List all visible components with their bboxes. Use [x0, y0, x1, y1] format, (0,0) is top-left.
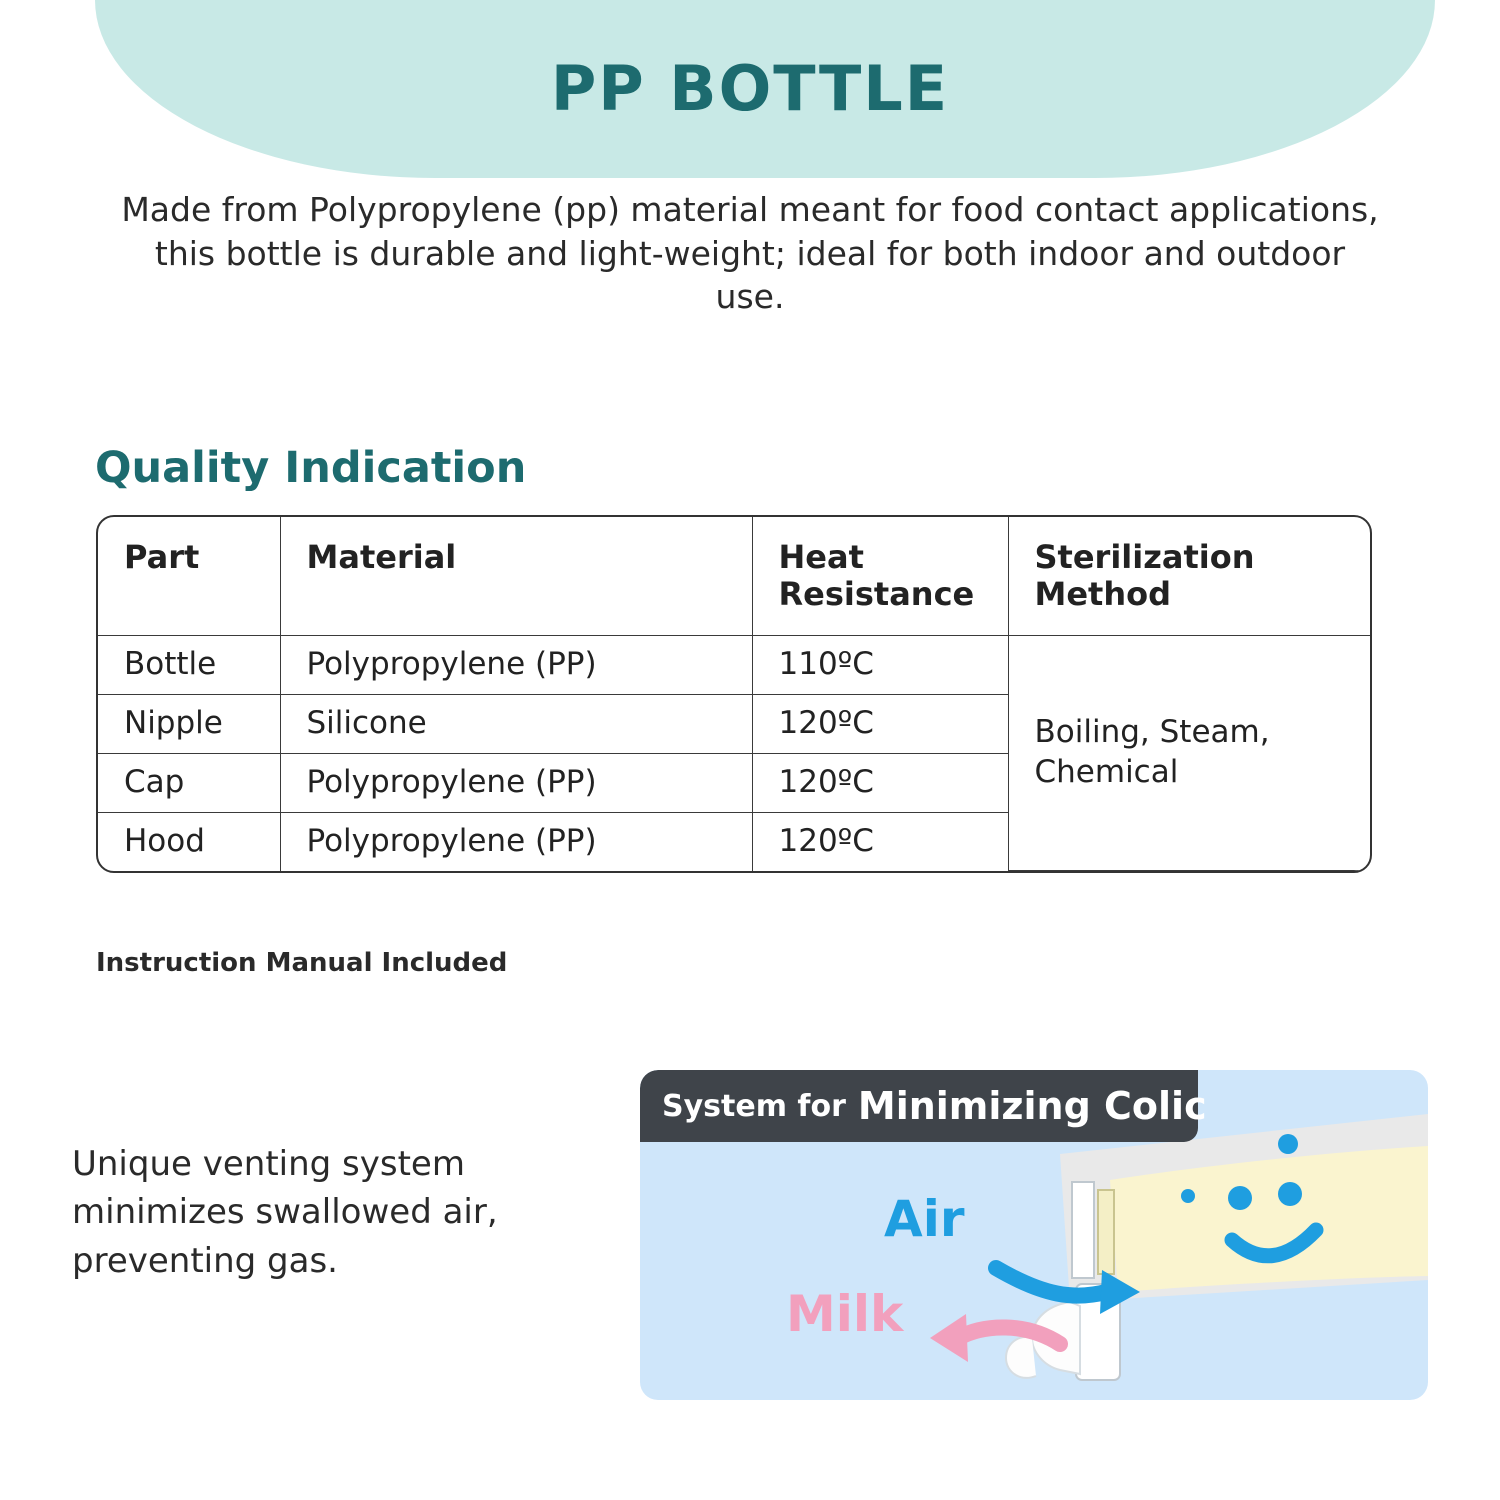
cell-material: Polypropylene (PP)	[280, 812, 752, 871]
cell-heat: 120ºC	[752, 694, 1008, 753]
colic-header-banner	[640, 1070, 1207, 1142]
table-header-row	[98, 517, 1370, 635]
cell-material: Silicone	[280, 694, 752, 753]
instruction-manual-note: Instruction Manual Included	[96, 948, 508, 978]
section-title-quality: Quality Indication	[95, 443, 527, 493]
cell-material: Polypropylene (PP)	[280, 635, 752, 694]
cell-heat: 120ºC	[752, 753, 1008, 812]
intro-paragraph: Made from Polypropylene (pp) material meant for food contact applications, this bottle is durable and light-weight; ideal for both indoor and outdoor use.	[121, 190, 1379, 317]
cell-part: Nipple	[98, 694, 280, 753]
venting-description: Unique venting system minimizes swallowed air, preventing gas.	[72, 1144, 498, 1281]
colic-header-big-text: Minimizing Colic	[857, 1084, 1207, 1128]
cell-sterilization: Boiling, Steam, Chemical	[1008, 635, 1370, 871]
cell-material: Polypropylene (PP)	[280, 753, 752, 812]
cell-heat: 110ºC	[752, 635, 1008, 694]
label-milk: Milk	[786, 1285, 904, 1343]
column-header-sterilization-method: Sterilization Method	[1008, 517, 1370, 635]
cell-part: Hood	[98, 812, 280, 871]
table-row	[98, 635, 1370, 694]
quality-table	[96, 515, 1372, 873]
colic-header-small-text: System for	[662, 1088, 846, 1124]
cell-part: Bottle	[98, 635, 280, 694]
column-header-material: Material	[280, 517, 752, 635]
column-header-heat-resistance: Heat Resistance	[752, 517, 1008, 635]
page-title: PP BOTTLE	[550, 52, 950, 125]
label-air: Air	[884, 1190, 965, 1248]
cell-heat: 120ºC	[752, 812, 1008, 871]
colic-illustration	[640, 1070, 1428, 1400]
cell-part: Cap	[98, 753, 280, 812]
column-header-part: Part	[98, 517, 280, 635]
